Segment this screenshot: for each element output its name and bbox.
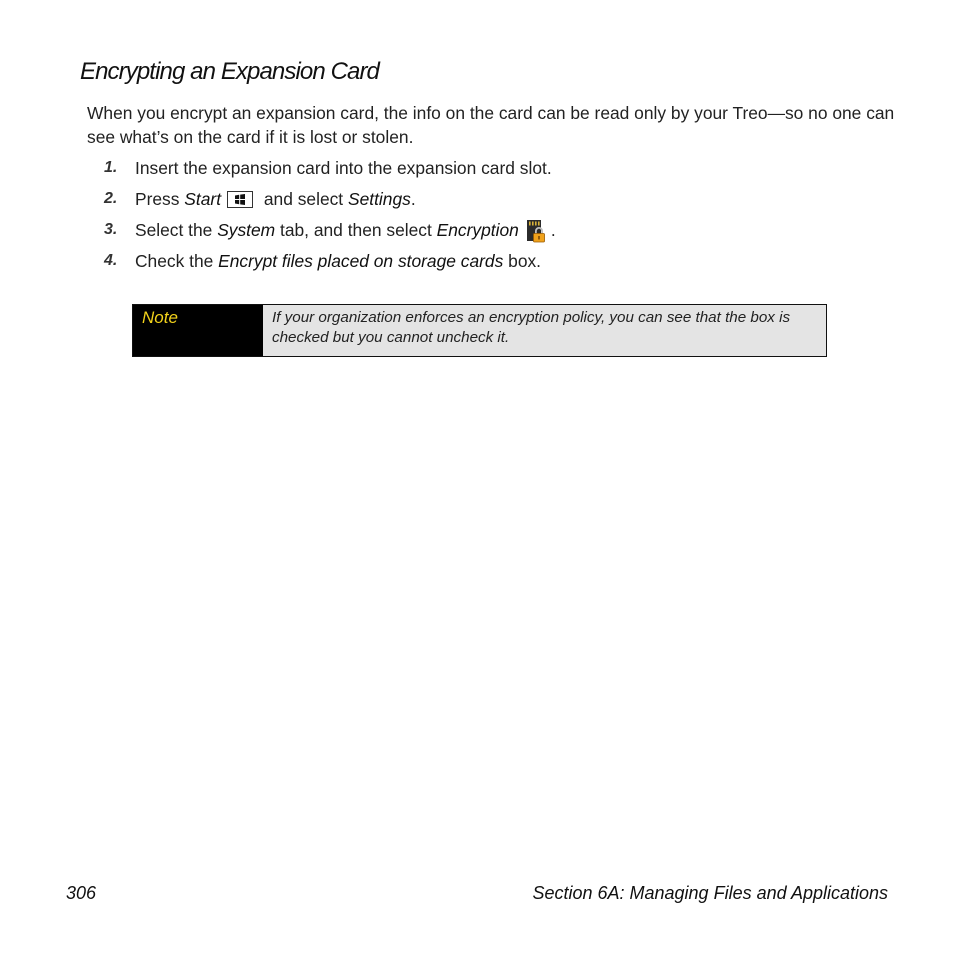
- step-plain-text: Select the: [135, 220, 218, 240]
- step-plain-text: .: [410, 189, 416, 209]
- step-plain-text: Check the: [135, 251, 219, 271]
- start-menu-term: Start: [184, 189, 222, 209]
- section-title: Section 6A: Managing Files and Applications: [532, 883, 888, 903]
- step-number: 1.: [104, 159, 118, 176]
- encryption-term: Encryption: [436, 220, 519, 240]
- step-number: 2.: [104, 190, 118, 207]
- note-text: If your organization enforces an encryption policy, you can see that the box is checked but you cannot uncheck it.: [272, 309, 791, 346]
- step-plain-text: .: [550, 220, 556, 240]
- encrypt-files-option-term: Encrypt files placed on storage cards: [218, 251, 504, 271]
- page-number: 306: [66, 883, 97, 903]
- note-body-cell: [263, 305, 826, 356]
- section-heading: Encrypting an Expansion Card: [80, 58, 379, 85]
- step-plain-text: box.: [503, 251, 542, 271]
- encryption-card-lock-icon: [524, 219, 548, 243]
- step-number: 4.: [104, 252, 118, 269]
- step-plain-text: Insert the expansion card into the expansion card slot.: [135, 158, 552, 178]
- settings-term: Settings: [347, 189, 411, 209]
- step-text: [135, 248, 541, 274]
- windows-start-icon: [227, 191, 253, 208]
- step-plain-text: and select: [259, 189, 348, 209]
- note-label: Note: [142, 308, 178, 327]
- intro-paragraph: When you encrypt an expansion card, the info on the card can be read only by your Treo—so no one can see what’s on the card if it is lost or stolen.: [87, 103, 895, 147]
- note-box: [132, 304, 827, 357]
- step-plain-text: Press: [135, 189, 185, 209]
- system-tab-term: System: [217, 220, 276, 240]
- step-text: [135, 155, 552, 181]
- step-number: 3.: [104, 221, 118, 238]
- step-text: [135, 217, 556, 243]
- step-plain-text: tab, and then select: [275, 220, 437, 240]
- note-label-cell: [133, 305, 263, 356]
- step-text: [135, 186, 416, 212]
